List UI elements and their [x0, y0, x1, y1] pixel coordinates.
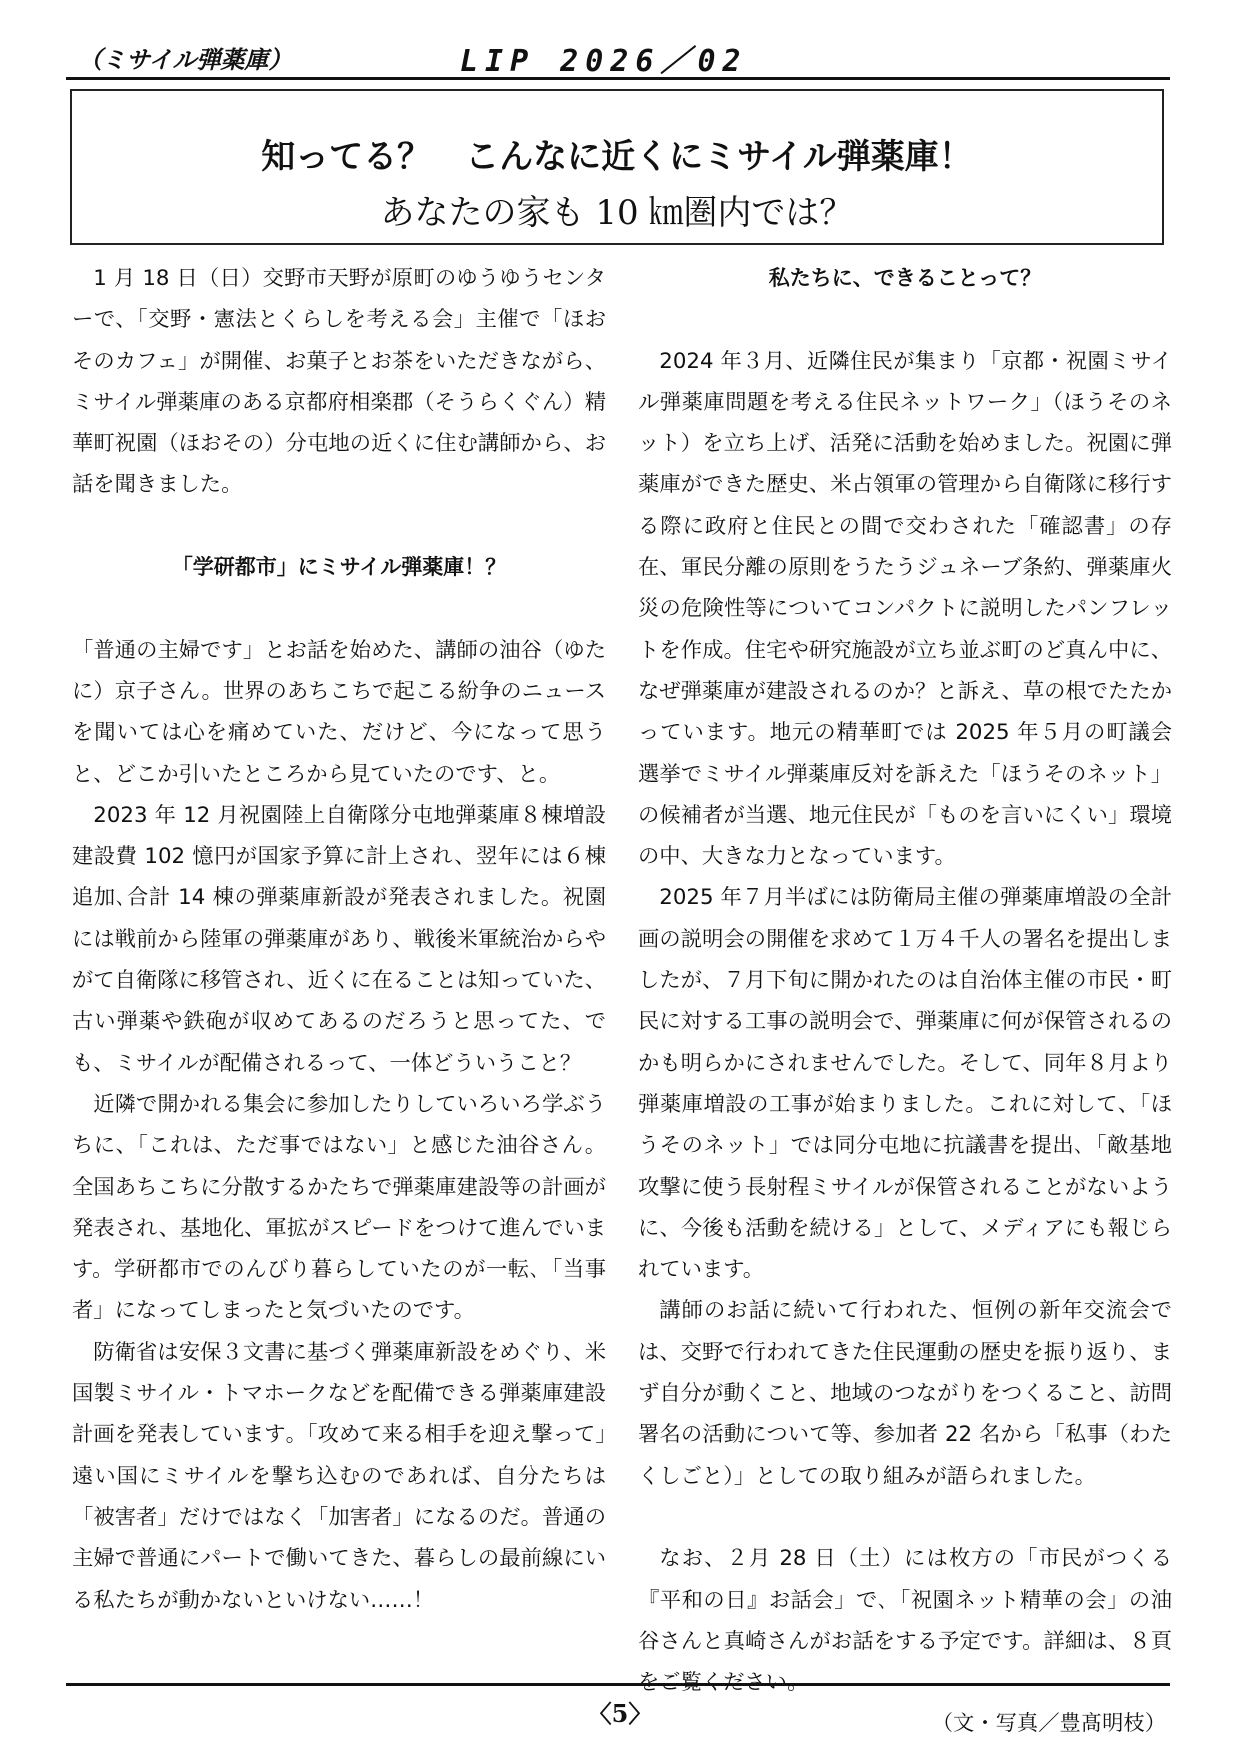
page-number: 〈5〉	[587, 1699, 653, 1728]
paragraph: 講師のお話に続いて行われた、恒例の新年交流会では、交野で行われてきた住民運動の歴史を振り返り、まず自分が動くこと、地域のつながりをつくること、訪問署名の活動について等、参加者 22 名から「私事（わたくしごと）」としての取り組みが語られました。	[638, 1298, 1172, 1489]
paragraph: 1 月 18 日（日）交野市天野が原町のゆうゆうセンターで、「交野・憲法とくらしを考える会」主催で「ほおそのカフェ」が開催、お菓子とお茶をいただきながら、ミサイル弾薬庫のある京都府相楽郡（そうらくぐん）精華町祝園（ほおその）分屯地の近くに住む講師から、お話を聞きました。	[72, 266, 606, 498]
section-heading: 私たちに、できることって？	[768, 266, 1042, 290]
title-box	[70, 89, 1164, 245]
author-credit: （文・写真／豊髙明枝）	[931, 1711, 1166, 1737]
paragraph: 近隣で開かれる集会に参加したりしていろいろ学ぶうちに、「これは、ただ事ではない」と感じた油谷さん。全国あちこちに分散するかたちで弾薬庫建設等の計画が発表され、基地化、軍拡がスピードをつけて進んでいます。学研都市でのんびり暮らしていたのが一転､「当事者」になってしまったと気づいたのです。	[72, 1091, 606, 1324]
paragraph: 防衛省は安保３文書に基づく弾薬庫新設をめぐり、米国製ミサイル・トマホークなどを配備できる弾薬庫建設計画を発表しています｡「攻めて来る相手を迎え撃って」遠い国にミサイルを撃ち込むのであれば、自分たちは「被害者」だけではなく「加害者」になるのだ。普通の主婦で普通にパートで働いてきた、暮らしの最前線にいる私たちが動かないといけない……！	[72, 1339, 606, 1613]
paragraph: 2025 年７月半ばには防衛局主催の弾薬庫増設の全計画の説明会の開催を求めて１万４千人の署名を提出しましたが、７月下旬に開かれたのは自治体主催の市民・町民に対する工事の説明会で、弾薬庫に何が保管されるのかも明らかにされませんでした。そして、同年８月より弾薬庫増設の工事が始まりました。これに対して、「ほうそのネット」では同分屯地に抗議書を提出､「敵基地攻撃に使う長射程ミサイルが保管されることがないように、今後も活動を続ける」として、メディアにも報じられています。	[638, 885, 1172, 1283]
paragraph: 「普通の主婦です」とお話を始めた、講師の油谷（ゆたに）京子さん。世界のあちこちで起こる紛争のニュースを聞いては心を痛めていた、だけど、今になって思うと、どこか引いたところから見ていたのです、と。	[72, 637, 606, 787]
left-column	[72, 258, 606, 1621]
right-column	[638, 258, 1172, 1745]
article-title: 知ってる？ こんなに近くにミサイル弾薬庫！	[261, 137, 973, 177]
paragraph: 2023 年 12 月祝園陸上自衛隊分屯地弾薬庫８棟増設建設費 102 憶円が国家予算に計上され、翌年には６棟追加､合計 14 棟の弾薬庫新設が発表されました。祝園には戦前から陸軍の弾薬庫があり、戦後米軍統治からやがて自衛隊に移管され、近くに在ることは知っていた、古い弾薬や鉄砲が収めてあるのだろうと思ってた、でも、ミサイルが配備されるって、一体どういうこと？	[72, 802, 606, 1076]
article-subtitle: あなたの家も 10 ㎞圏内では？	[380, 193, 854, 233]
issue-label: LIP 2026／02	[460, 44, 748, 79]
section-heading: 「学研都市」にミサイル弾薬庫！？	[171, 555, 507, 580]
top-rule	[66, 77, 1170, 80]
paragraph: 2024 年３月、近隣住民が集まり「京都・祝園ミサイル弾薬庫問題を考える住民ネットワーク」（ほうそのネット）を立ち上げ、活発に活動を始めました。祝園に弾薬庫ができた歴史、米占領軍の管理から自衛隊に移行する際に政府と住民との間で交わされた「確認書」の存在、軍民分離の原則をうたうジュネーブ条約、弾薬庫火災の危険性等についてコンパクトに説明したパンフレットを作成。住宅や研究施設が立ち並ぶ町のど真ん中に、なぜ弾薬庫が建設されるのか？と訴え、草の根でたたかっています。地元の精華町では 2025 年５月の町議会選挙でミサイル弾薬庫反対を訴えた「ほうそのネット」の候補者が当選、地元住民が「ものを言いにくい」環境の中、大きな力となっています。	[638, 348, 1172, 870]
paragraph: なお、２月 28 日（土）には枚方の「市民がつくる『平和の日』お話会」で､「祝園ネット精華の会」の油谷さんと真崎さんがお話をする予定です。詳細は、８頁をご覧ください。	[638, 1546, 1172, 1696]
bottom-rule	[66, 1683, 1170, 1686]
section-label: （ミサイル弾薬庫）	[78, 46, 293, 74]
